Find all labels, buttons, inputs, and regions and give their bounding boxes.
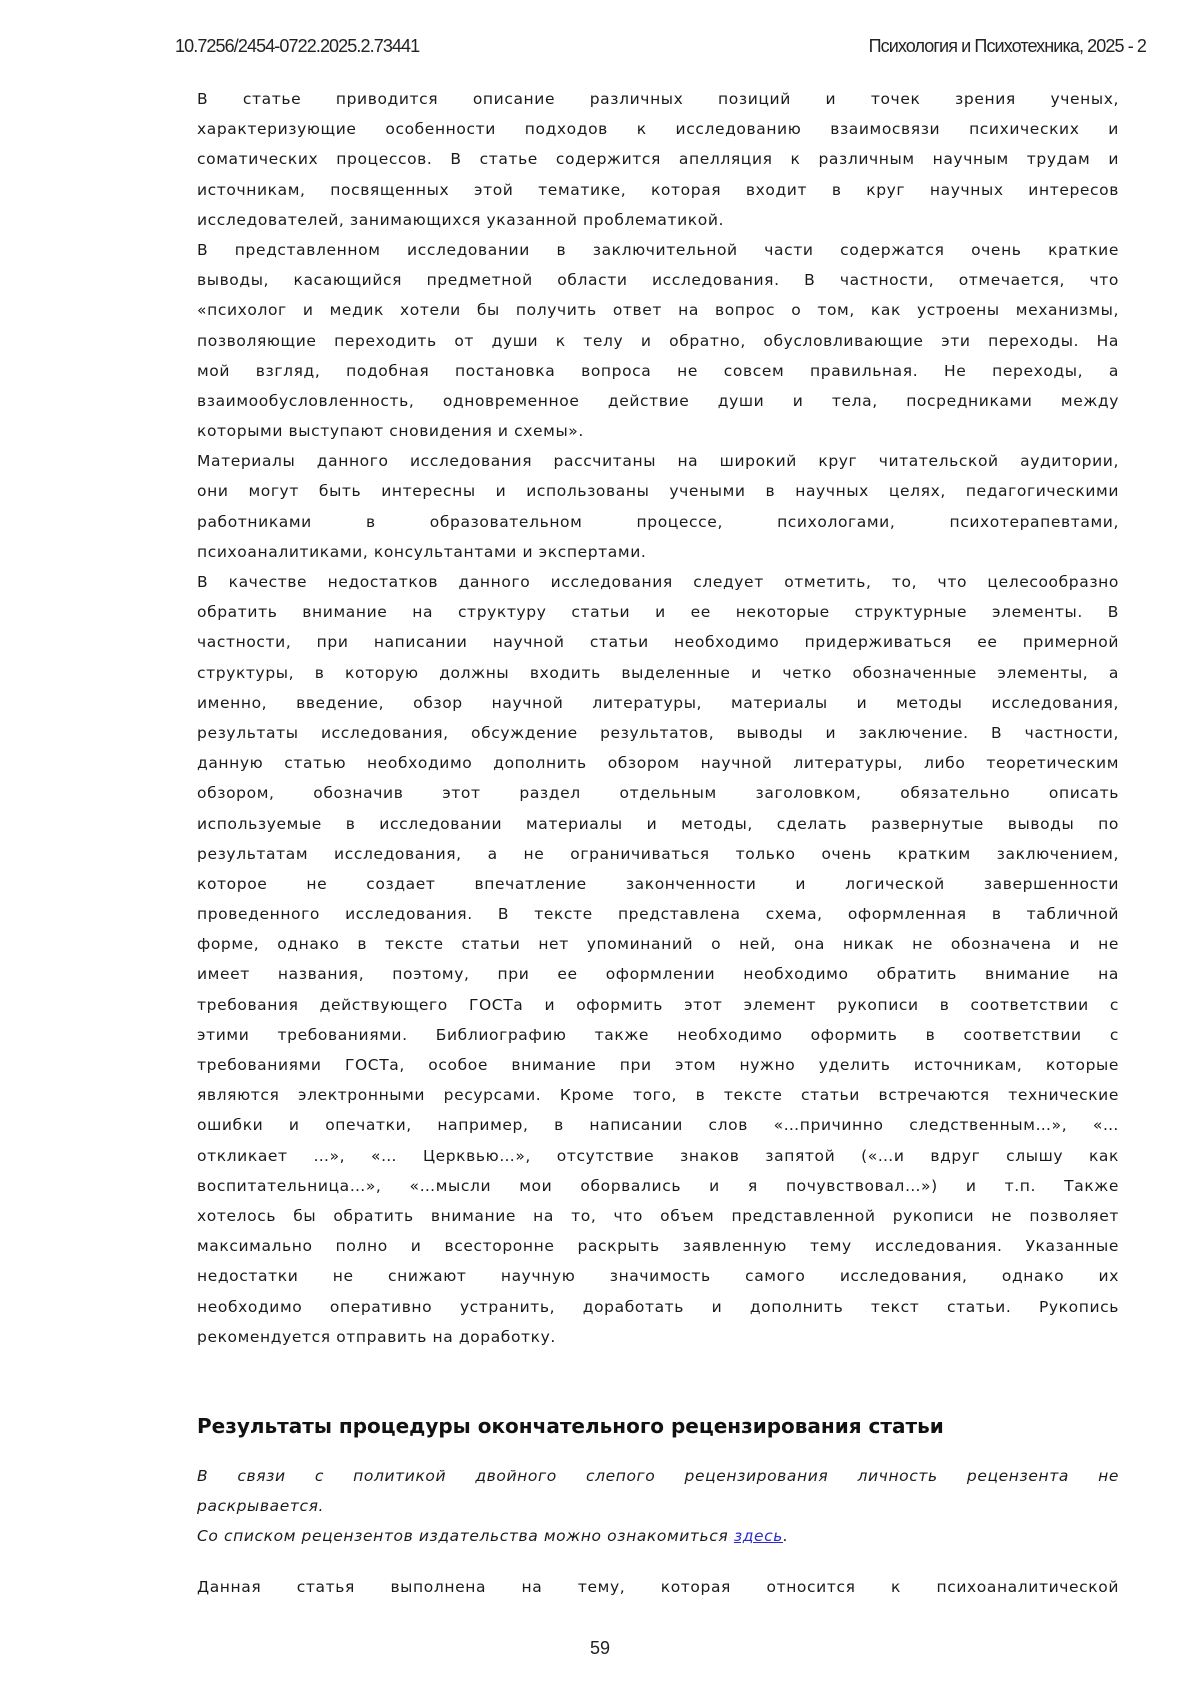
paragraph: [197, 446, 1119, 567]
paragraph-line: необходимо оперативно устранить, доработать и дополнить текст статьи. Рукопись: [197, 1297, 1119, 1316]
paragraph-line: результатам исследования, а не ограничиваться только очень кратким заключением,: [197, 844, 1119, 863]
paragraph-line: откликает …», «… Церквью…», отсутствие знаков запятой («…и вдруг слышу как: [197, 1146, 1119, 1165]
paragraph-line: выводы, касающийся предметной области исследования. В частности, отмечается, что: [197, 271, 1119, 290]
paragraph-line: источникам, посвященных этой тематике, которая входит в круг научных интересов: [197, 180, 1119, 199]
paragraph-line: которое не создает впечатление законченности и логической завершенности: [197, 874, 1119, 893]
paragraph-line: В представленном исследовании в заключительной части содержатся очень краткие: [197, 240, 1119, 259]
paragraph-line: соматических процессов. В статье содержится апелляция к различным научным трудам и: [197, 150, 1119, 169]
paragraph-line: обзором, обозначив этот раздел отдельным заголовком, обязательно описать: [197, 784, 1119, 803]
paragraph-line: которыми выступают сновидения и схемы».: [197, 422, 584, 441]
paragraph-line: мой взгляд, подобная постановка вопроса не совсем правильная. Не переходы, а: [197, 361, 1119, 380]
journal-header: Психология и Психотехника, 2025 - 2: [868, 36, 1146, 56]
paragraph: [197, 84, 1119, 235]
blind-review-line: раскрывается.: [197, 1497, 325, 1516]
paragraph-line: требованиями ГОСТа, особое внимание при этом нужно уделить источникам, которые: [197, 1056, 1119, 1074]
paragraph-line: Данная статья выполнена на тему, которая относится к психоаналитической: [197, 1578, 1119, 1596]
paragraph-line: исследователей, занимающихся указанной проблематикой.: [197, 210, 725, 229]
paragraph-line: хотелось бы обратить внимание на то, что объем представленной рукописи не позволяет: [197, 1206, 1119, 1225]
paragraph-line: психоаналитиками, консультантами и экспертами.: [197, 542, 647, 561]
paragraph-line: максимально полно и всесторонне раскрыть заявленную тему исследования. Указанные: [197, 1237, 1119, 1256]
blind-review-note: [197, 1461, 1119, 1552]
paragraph-line: В статье приводится описание различных позиций и точек зрения ученых,: [197, 90, 1119, 108]
paragraph-line: взаимообусловленность, одновременное действие души и тела, посредниками между: [197, 391, 1119, 410]
final-paragraph: [197, 1572, 1119, 1602]
reviewers-link[interactable]: здесь: [733, 1527, 784, 1546]
section-heading: Результаты процедуры окончательного рецензирования статьи: [197, 1414, 944, 1438]
paragraph-line: они могут быть интересны и использованы учеными в научных целях, педагогическими: [197, 482, 1119, 501]
reviewers-prefix: Со списком рецензентов издательства можно ознакомиться: [197, 1527, 734, 1546]
paragraph-line: имеет названия, поэтому, при ее оформлении необходимо обратить внимание на: [197, 965, 1119, 984]
paragraph: [197, 567, 1119, 1352]
paragraph-line: результаты исследования, обсуждение результатов, выводы и заключение. В частности,: [197, 723, 1119, 742]
paragraph-line: рекомендуется отправить на доработку.: [197, 1327, 556, 1346]
paragraph-line: требования действующего ГОСТа и оформить этот элемент рукописи в соответствии с: [197, 995, 1119, 1014]
paragraph-line: используемые в исследовании материалы и методы, сделать развернутые выводы по: [197, 814, 1119, 833]
paragraph-line: проведенного исследования. В тексте представлена схема, оформленная в табличной: [197, 905, 1119, 924]
paragraph-line: Материалы данного исследования рассчитаны на широкий круг читательской аудитории,: [197, 452, 1119, 471]
paragraph-line: позволяющие переходить от души к телу и обратно, обусловливающие эти переходы. На: [197, 331, 1119, 350]
paragraph-line: являются электронными ресурсами. Кроме того, в тексте статьи встречаются технические: [197, 1086, 1119, 1105]
page-number: 59: [589, 1638, 611, 1658]
doi-header: 10.7256/2454-0722.2025.2.73441: [175, 36, 420, 56]
paragraph-line: данную статью необходимо дополнить обзором научной литературы, либо теоретическим: [197, 754, 1119, 773]
paragraph-line: структуры, в которую должны входить выделенные и четко обозначенные элементы, а: [197, 663, 1119, 682]
paragraph-line: характеризующие особенности подходов к исследованию взаимосвязи психических и: [197, 120, 1119, 139]
paragraph-line: воспитательница…», «…мысли мои оборвались и я почувствовал…») и т.п. Также: [197, 1176, 1119, 1195]
paragraph: [197, 235, 1119, 446]
paragraph-line: ошибки и опечатки, например, в написании слов «…причинно следственным…», «…: [197, 1116, 1119, 1135]
paragraph-line: форме, однако в тексте статьи нет упоминаний о ней, она никак не обозначена и не: [197, 935, 1119, 954]
review-body: [197, 84, 1119, 1352]
paragraph-line: частности, при написании научной статьи необходимо придерживаться ее примерной: [197, 633, 1119, 652]
paragraph-line: «психолог и медик хотели бы получить ответ на вопрос о том, как устроены механизмы,: [197, 301, 1119, 320]
blind-review-line: В связи с политикой двойного слепого рецензирования личность рецензента не: [197, 1467, 1119, 1485]
paragraph-line: обратить внимание на структуру статьи и ее некоторые структурные элементы. В: [197, 603, 1119, 622]
reviewers-suffix: .: [783, 1527, 789, 1546]
reviewers-list-line: [197, 1521, 1119, 1551]
paragraph-line: этими требованиями. Библиографию также необходимо оформить в соответствии с: [197, 1025, 1119, 1044]
paragraph-line: именно, введение, обзор научной литературы, материалы и методы исследования,: [197, 693, 1119, 712]
paragraph-line: недостатки не снижают научную значимость самого исследования, однако их: [197, 1267, 1119, 1286]
paragraph-line: В качестве недостатков данного исследования следует отметить, то, что целесообразно: [197, 573, 1119, 591]
paragraph-line: работниками в образовательном процессе, психологами, психотерапевтами,: [197, 512, 1119, 531]
